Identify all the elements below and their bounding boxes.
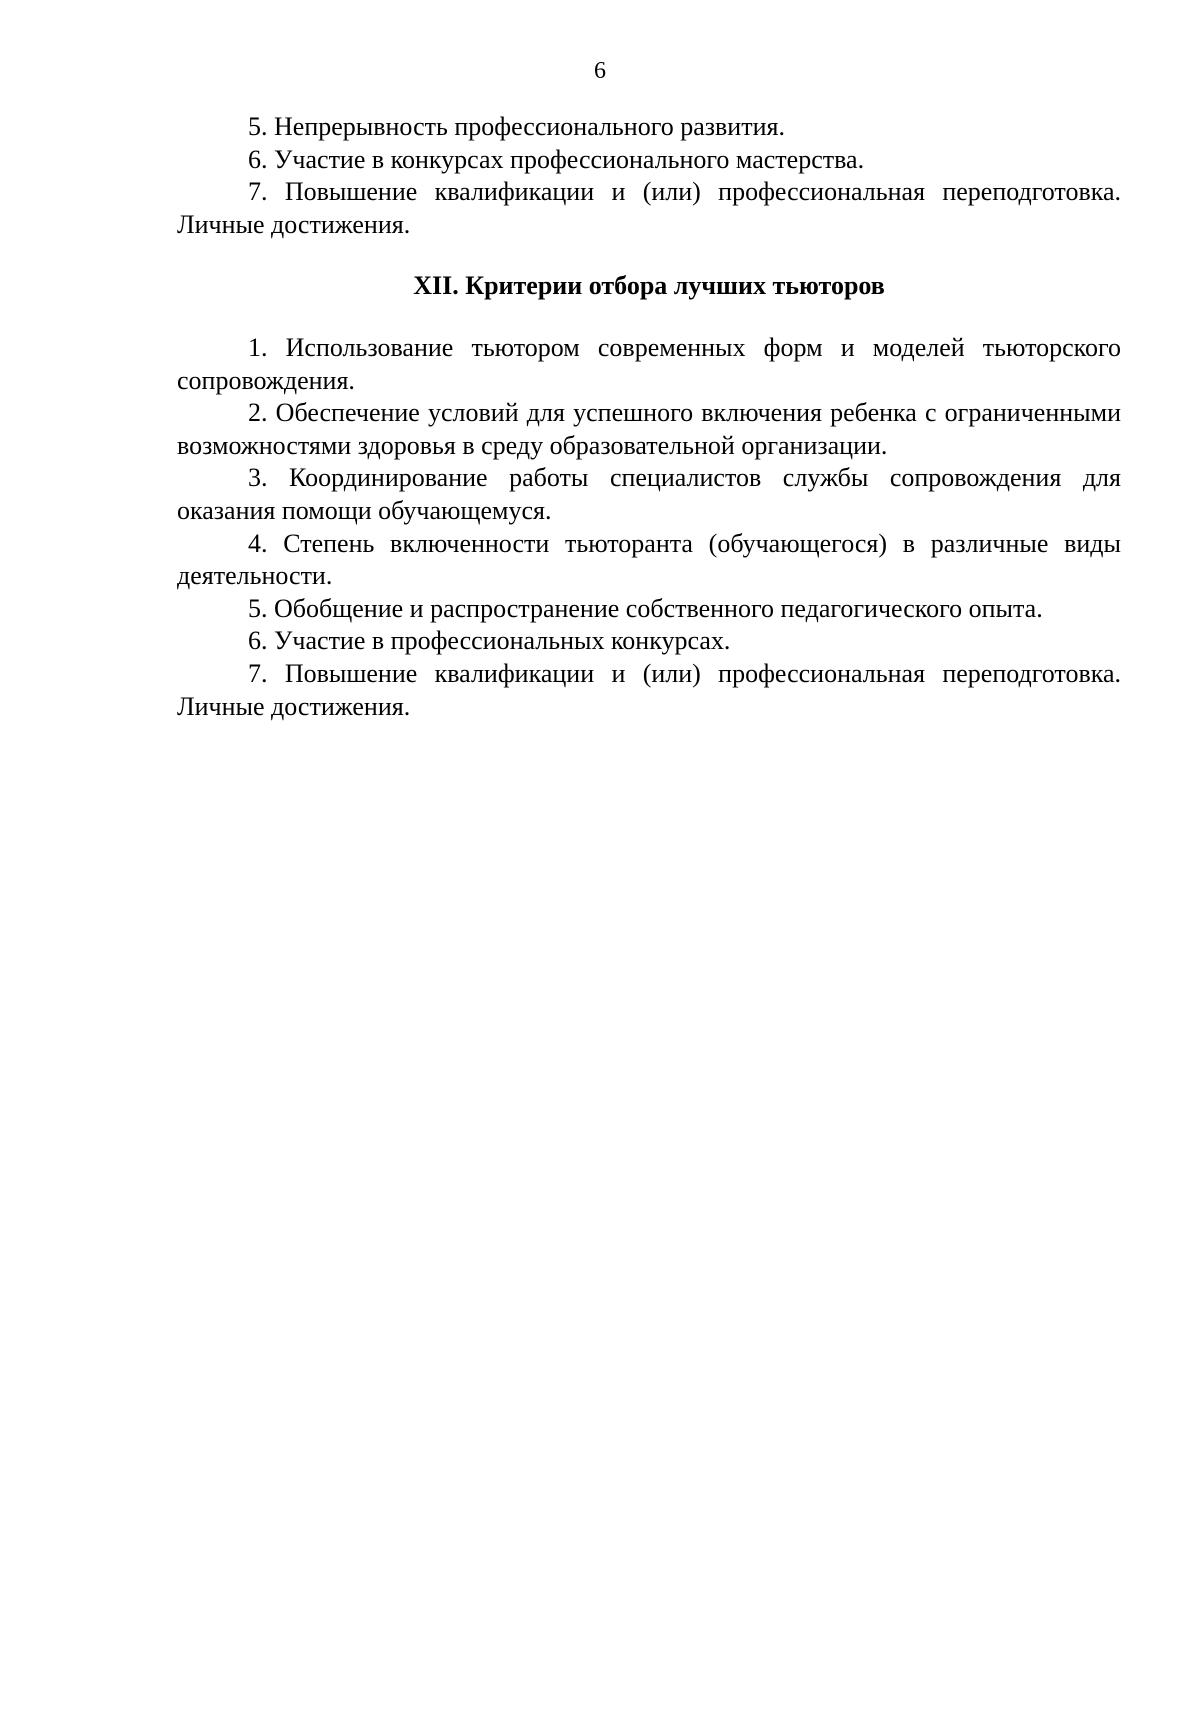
list-item: 5. Непрерывность профессионального развития. <box>248 112 785 141</box>
document-body <box>177 111 1121 723</box>
list-item: 7. Повышение квалификации и (или) профессиональная переподготовка. Личные достижения. <box>177 177 1121 239</box>
section-heading: XII. Критерии отбора лучших тьюторов <box>413 271 885 301</box>
list-item: 1. Использование тьютором современных форм и моделей тьюторского сопровождения. <box>177 332 1121 395</box>
list-item: 2. Обеспечение условий для успешного включения ребенка с ограниченными возможностями здоровья в среду образовательной организации. <box>177 398 1121 460</box>
list-item: 4. Степень включенности тьюторанта (обучающегося) в различные виды деятельности. <box>177 528 1121 591</box>
list-item: 6. Участие в конкурсах профессионального мастерства. <box>248 144 865 174</box>
list-item: 7. Повышение квалификации и (или) профессиональная переподготовка. Личные достижения. <box>177 658 1121 721</box>
page-number: 6 <box>594 58 606 84</box>
list-item: 3. Координирование работы специалистов службы сопровождения для оказания помощи обучающемуся. <box>177 463 1121 525</box>
list-item: 6. Участие в профессиональных конкурсах. <box>248 626 731 656</box>
list-item: 5. Обобщение и распространение собственного педагогического опыта. <box>248 593 1043 623</box>
